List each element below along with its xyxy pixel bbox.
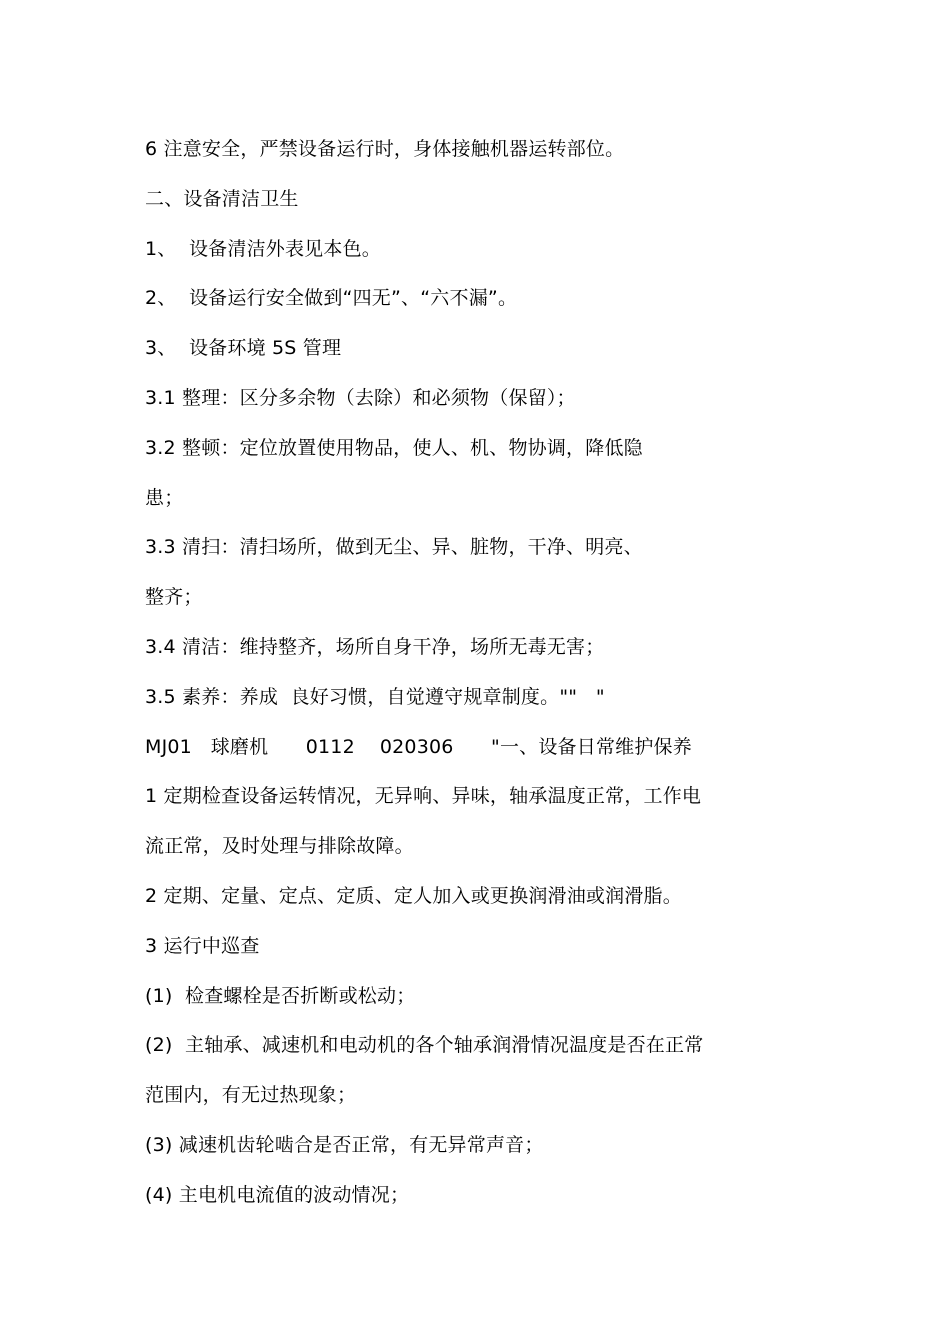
text-line: (3) 减速机齿轮啮合是否正常，有无异常声音； [145, 1133, 544, 1156]
text-line: 3.5 素养：养成 良好习惯，自觉遵守规章制度。"" " [145, 685, 605, 708]
text-line: 3.1 整理：区分多余物（去除）和必须物（保留）； [145, 386, 576, 409]
text-line: 患； [145, 486, 184, 509]
text-line: (2) 主轴承、减速机和电动机的各个轴承润滑情况温度是否在正常 [145, 1034, 704, 1057]
text-line: (4) 主电机电流值的波动情况； [145, 1183, 410, 1206]
text-line: 6 注意安全，严禁设备运行时，身体接触机器运转部位。 [145, 138, 625, 160]
text-line: 整齐； [145, 586, 203, 609]
text-line: 3.4 清洁：维持整齐，场所自身干净，场所无毒无害； [145, 635, 605, 658]
text-line: 3.2 整顿：定位放置使用物品，使人、机、物协调，降低隐 [145, 436, 643, 459]
text-line: 1、 设备清洁外表见本色。 [145, 237, 381, 260]
text-line: 1 定期检查设备运转情况，无异响、异味，轴承温度正常，工作电 [145, 785, 702, 808]
text-line: 3.3 清扫：清扫场所，做到无尘、异、脏物，干净、明亮、 [145, 536, 643, 559]
text-line: 3 运行中巡查 [145, 934, 260, 957]
text-line: 范围内，有无过热现象； [145, 1084, 357, 1107]
section-heading: 二、设备清洁卫生 [145, 187, 299, 210]
text-line: (1) 检查螺栓是否折断或松动； [145, 984, 416, 1007]
text-line: 3、 设备环境 5S 管理 [145, 337, 342, 360]
text-line: 流正常，及时处理与排除故障。 [145, 835, 414, 858]
equipment-record-line: MJ01 球磨机 0112 020306 "一、设备日常维护保养 [145, 735, 692, 758]
text-line: 2、 设备运行安全做到“四无”、“六不漏”。 [145, 287, 518, 310]
document-body [145, 125, 805, 1221]
text-line: 2 定期、定量、定点、定质、定人加入或更换润滑油或润滑脂。 [145, 884, 682, 907]
